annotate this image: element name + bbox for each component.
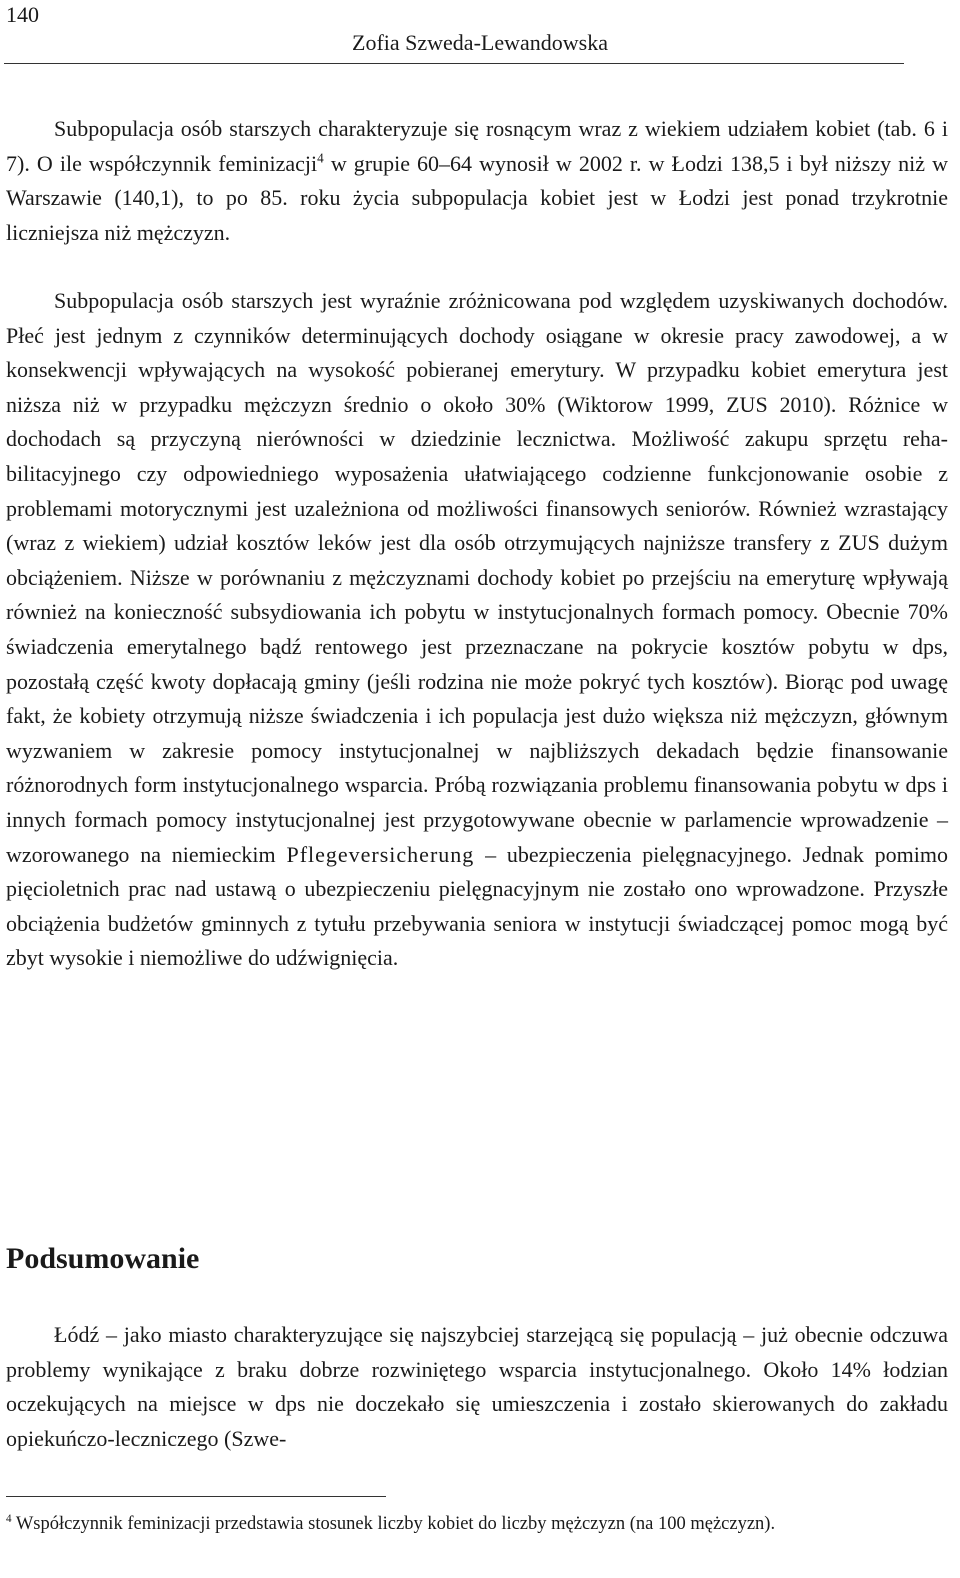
running-title: Zofia Szweda-Lewandowska bbox=[352, 30, 608, 55]
paragraph-1-text-b: w grupie 60–64 wynosił w 2002 r. w Łodzi 138,5 i był niższy niż w Warszawie (140,1), to po 85. roku życia subpopulacja kobiet jest w Łodzi jest ponad trzykrotnie liczniejsza niż mężczyzn. bbox=[6, 150, 948, 245]
footnote-text: Współczynnik feminizacji przedstawia stosunek liczby kobiet do liczby mężczyzn (na 100 mężczyzn). bbox=[11, 1514, 776, 1534]
paragraph-1-text-a: Subpopulacja osób starszych charakteryzuje się rosnącym wraz z wiekiem udziałem kobiet (tab. 6 i 7). O ile współczynnik feminizacji bbox=[6, 116, 948, 176]
foreign-term: Pflegeversicherung bbox=[286, 841, 475, 867]
body-paragraph-1 bbox=[6, 112, 948, 250]
footnote-reference: 4 bbox=[317, 150, 324, 166]
body-paragraph-2 bbox=[6, 284, 948, 976]
footnote bbox=[6, 1510, 948, 1538]
footnote-marker: 4 bbox=[6, 1512, 12, 1525]
footnote-rule bbox=[6, 1496, 386, 1497]
header-rule bbox=[4, 63, 904, 64]
paragraph-2-text-b: – ubezpieczenia pielęgnacyjnego. Jednak pomimo pięcioletnich prac nad ustawą o ubezpieczeniu pielęgnacyjnym nie zostało ono wprowadzone. Przyszłe obciążenia budżetów gminnych z tytułu przebywania seniora w instytucji świadczącej pomoc mogą być zbyt wysokie i niemożliwe do udźwignięcia. bbox=[6, 841, 948, 971]
section-heading: Podsumowanie bbox=[6, 1242, 200, 1275]
summary-paragraph bbox=[6, 1318, 948, 1456]
summary-paragraph-text: Łódź – jako miasto charakteryzujące się najszybciej starzejącą się populacją – już obecnie odczuwa problemy wynikające z braku dobrze rozwiniętego wsparcia instytucjonalnego. Około 14% łodzian oczekujących na miejsce w dps nie doczekało się umieszczenia i zostało skierowanych do zakładu opiekuńczo-leczniczego (Szwe- bbox=[6, 1322, 948, 1451]
paragraph-2-text-a: Subpopulacja osób starszych jest wyraźnie zróżnicowana pod względem uzyskiwanych dochodów. Płeć jest jednym z czynników determinujących dochody osiągane w okresie pracy zawodowej, a w konsekwencji wpływających na wysokość pobieranej emerytury. W przypadku kobiet emerytura jest niższa niż w przypadku mężczyzn średnio o około 30% (Wiktorow 1999, ZUS 2010). Różnice w dochodach są przyczyną nierówności w dziedzinie lecznictwa. Możliwość zakupu sprzętu rehabilitacyjnego czy odpowiedniego wyposażenia ułatwiającego codzienne funkcjonowanie osobie z problemami motorycznymi jest uzależniona od możliwości finansowych seniorów. Również wzrastający (wraz z wiekiem) udział kosztów leków jest dla osób otrzymujących najniższe transfery z ZUS dużym obciążeniem. Niższe w porównaniu z mężczyznami dochody kobiet po przejściu na emeryturę wpływają również na konieczność subsydiowania ich pobytu w instytucjonalnych formach pomocy. Obecnie 70% świadczenia emerytalnego bądź rentowego jest przeznaczane na pokrycie kosztów pobytu w dps, pozostałą część kwoty dopłacają gminy (jeśli rodzina nie może pokryć tych kosztów). Biorąc pod uwagę fakt, że kobiety otrzymują niższe świadczenia i ich populacja jest dużo większa niż mężczyzn, głównym wyzwaniem w zakresie pomocy instytucjonalnej w najbliższych dekadach będzie finansowanie różnorodnych form instytucjonalnego wsparcia. Próbą rozwiązania problemu finansowania pobytu w dps i innych formach pomocy instytucjonalnej jest przygotowywane obecnie w parlamencie wprowadzenie – wzorowanego na niemieckim bbox=[6, 288, 948, 867]
page-number: 140 bbox=[6, 2, 39, 27]
